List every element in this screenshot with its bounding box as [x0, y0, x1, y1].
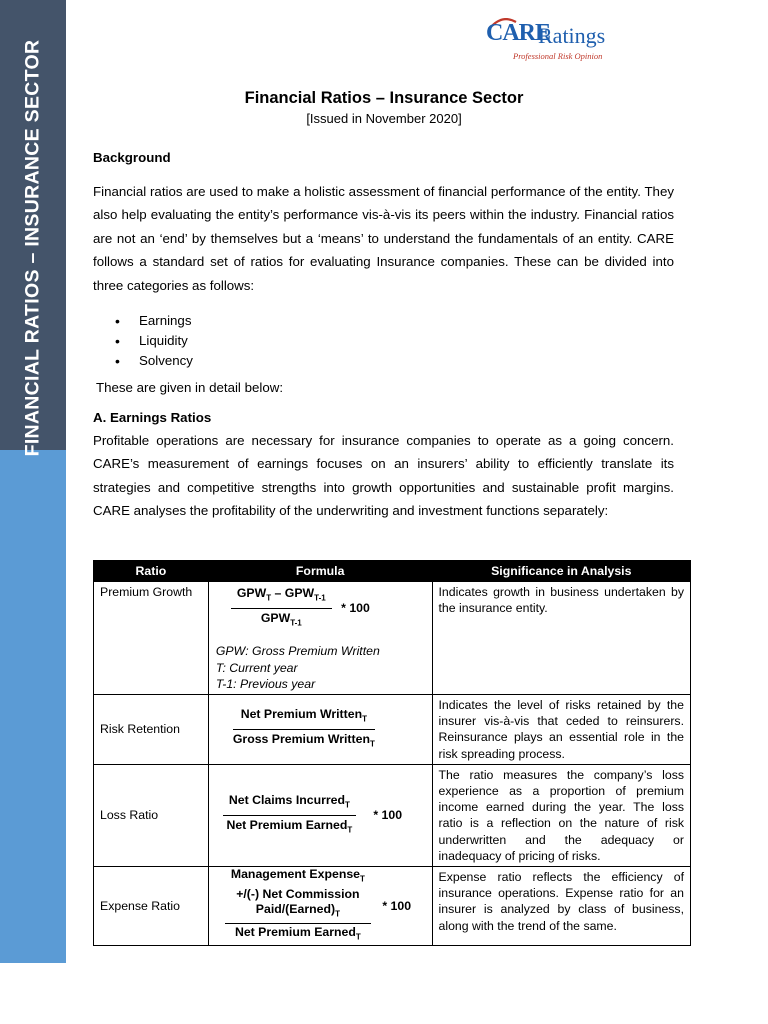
formula-fraction: $\frac{GPW_T - GPW_{T-1}}{GPW_{T-1}}$ [231, 585, 332, 631]
background-paragraph: Financial ratios are used to make a holistic assessment of financial performance of the entity. They also help evaluating the entity’s performance vis-à-vis its peers within the industry. Financial ratios are not an ‘end’ by themselves but a ‘means’ to understand the fundamentals of an entity. CARE follows a standard set of ratios for evaluating Insurance companies. These can be divided into three categories as follows: [93, 184, 674, 293]
table-row [94, 764, 691, 866]
side-band [0, 0, 66, 963]
formula-note: T: Current year [215, 660, 298, 675]
ratio-name: Risk Retention [94, 694, 209, 764]
list-item: • Solvency [115, 351, 193, 371]
multiplier: * 100 [373, 808, 403, 823]
category-list [115, 311, 193, 371]
ratio-name: Premium Growth [94, 582, 209, 695]
formula-fraction: $\frac{Net Premium Written_T}{Gross Premium Written_T}$ [232, 707, 375, 749]
header-significance: Significance in Analysis [432, 561, 690, 582]
table-header-row [94, 561, 691, 582]
care-ratings-logo [486, 18, 626, 62]
page-title: Financial Ratios – Insurance Sector [244, 89, 524, 107]
significance-cell: The ratio measures the company’s loss experience as a proportion of premium income earned during the year. The loss ratio is a reflection on the nature of risk underwritten and the adequacy or inadequacy of pricing of risks. [432, 764, 690, 866]
formula-cell [208, 866, 432, 945]
issued-date: [Issued in November 2020] [306, 111, 462, 126]
logo-word: Ratings [538, 23, 606, 48]
logo-tagline: Professional Risk Opinion [513, 51, 603, 61]
significance-cell: Expense ratio reflects the efficiency of insurance operations. Expense ratio for an insurer is analyzed by class of business, along with the trend of the same. [432, 866, 690, 945]
background-heading: Background [93, 150, 171, 165]
table-row [94, 694, 691, 764]
side-band-title: FINANCIAL RATIOS – INSURANCE SECTOR [21, 39, 44, 457]
list-item: • Earnings [115, 311, 193, 331]
multiplier: * 100 [382, 899, 412, 914]
logo-mark: CARE [486, 20, 551, 46]
list-item: • Liquidity [115, 331, 193, 351]
section-a-heading: A. Earnings Ratios [93, 410, 212, 425]
earnings-ratios-table [93, 560, 691, 946]
header-ratio: Ratio [94, 561, 209, 582]
multiplier: * 100 [341, 601, 370, 616]
table-row [94, 582, 691, 695]
section-a-paragraph: Profitable operations are necessary for insurance companies to operate as a going concern. CARE’s measurement of earnings focuses on an insurers’ ability to efficiently translate its strategies and competitive strengths into growth opportunities and sustainable profit margins. CARE analyses the profitability of the underwriting and investment functions separately: [93, 433, 674, 519]
ratio-name: Loss Ratio [94, 764, 209, 866]
formula-cell [208, 582, 432, 695]
significance-cell: Indicates growth in business undertaken by the insurance entity. [432, 582, 690, 695]
side-band-light [0, 450, 66, 963]
formula-fraction: $\frac{Net Claims Incurred_T}{Net Premium Earned_T}$ [223, 792, 356, 838]
formula-note: T-1: Previous year [215, 676, 316, 691]
formula-cell [208, 764, 432, 866]
table-row [94, 866, 691, 945]
significance-cell: Indicates the level of risks retained by the insurer vis-à-vis that ceded to reinsurers. Reinsurance plays an essential role in the risk spreading process. [432, 694, 690, 764]
formula-cell [208, 694, 432, 764]
formula-fraction: Management Expense$_T$ +/(-) Net Commission Paid/$(Earned)_T$ Net Premium Earned$_T$ [225, 867, 371, 945]
ratio-name: Expense Ratio [94, 866, 209, 945]
header-formula: Formula [208, 561, 432, 582]
formula-note: GPW: Gross Premium Written [215, 644, 380, 659]
given-detail-text: These are given in detail below: [96, 380, 284, 395]
